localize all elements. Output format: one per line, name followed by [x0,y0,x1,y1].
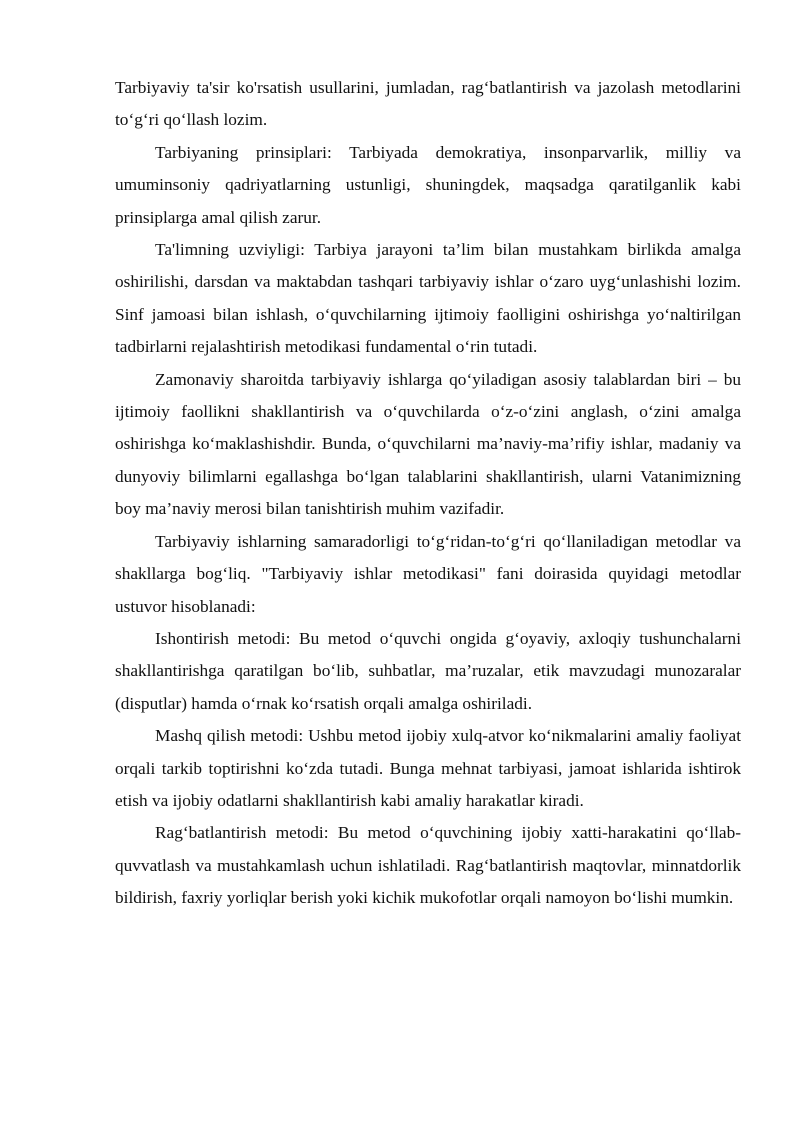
paragraph-continuity: Ta'limning uzviyligi: Tarbiya jarayoni ta’lim bilan mustahkam birlikda amalga oshirilishi, darsdan va maktabdan tashqari tarbiyaviy ishlar o‘zaro uyg‘unlashishi lozim. Sinf jamoasi bilan ishlash, o‘quvchilarning ijtimoiy faolligini oshirishga yo‘naltirilgan tadbirlarni rejalashtirish metodikasi fundamental o‘rin tutadi. [115,240,741,357]
paragraph-encouragement-method: Rag‘batlantirish metodi: Bu metod o‘quvchining ijobiy xatti-harakatini qo‘llab-quvvatlash va mustahkamlash uchun ishlatiladi. Rag‘batlantirish maqtovlar, minnatdorlik bildirish, faxriy yorliqlar berish yoki kichik mukofotlar orqali namoyon bo‘lishi mumkin. [115,823,741,908]
paragraph-exercise-method: Mashq qilish metodi: Ushbu metod ijobiy xulq-atvor ko‘nikmalarini amaliy faoliyat orqali tarkib toptirishni ko‘zda tutadi. Bunga mehnat tarbiyasi, jamoat ishlarida ishtirok etish va ijobiy odatlarni shakllantirish kabi amaliy harakatlar kiradi. [115,726,741,810]
paragraph-persuasion-method: Ishontirish metodi: Bu metod o‘quvchi ongida g‘oyaviy, axloqiy tushunchalarni shakllantirishga qaratilgan bo‘lib, suhbatlar, ma’ruzalar, etik mavzudagi munozaralar (disputlar) hamda o‘rnak ko‘rsatish orqali amalga oshiriladi. [115,628,741,713]
paragraph-effectiveness: Tarbiyaviy ishlarning samaradorligi to‘g‘ridan-to‘g‘ri qo‘llaniladigan metodlar va shakllarga bog‘liq. "Tarbiyaviy ishlar metodikasi" fani doirasida quyidagi metodlar ustuvor hisoblanadi: [115,531,741,616]
document-page [115,72,741,915]
paragraph-principles: Tarbiyaning prinsiplari: Tarbiyada demokratiya, insonparvarlik, milliy va umuminsoniy qadriyatlarning ustunligi, shuningdek, maqsadga qaratilganlik kabi prinsiplarga amal qilish zarur. [115,142,741,227]
paragraph-modern-requirements: Zamonaviy sharoitda tarbiyaviy ishlarga qo‘yiladigan asosiy talablardan biri – bu ijtimoiy faollikni shakllantirish va o‘quvchilarda o‘z-o‘zini anglash, o‘zini amalga oshirishga ko‘maklashishdir. Bunda, o‘quvchilarni ma’naviy-ma’rifiy ishlar, madaniy va dunyoviy bilimlarni egallashga bo‘lgan talablarini shakllantirish, ularni Vatanimizning boy ma’naviy merosi bilan tanishtirish muhim vazifadir. [115,369,741,519]
paragraph-continuation: Tarbiyaviy ta'sir ko'rsatish usullarini, jumladan, rag‘batlantirish va jazolash metodlarini to‘g‘ri qo‘llash lozim. [115,78,741,130]
